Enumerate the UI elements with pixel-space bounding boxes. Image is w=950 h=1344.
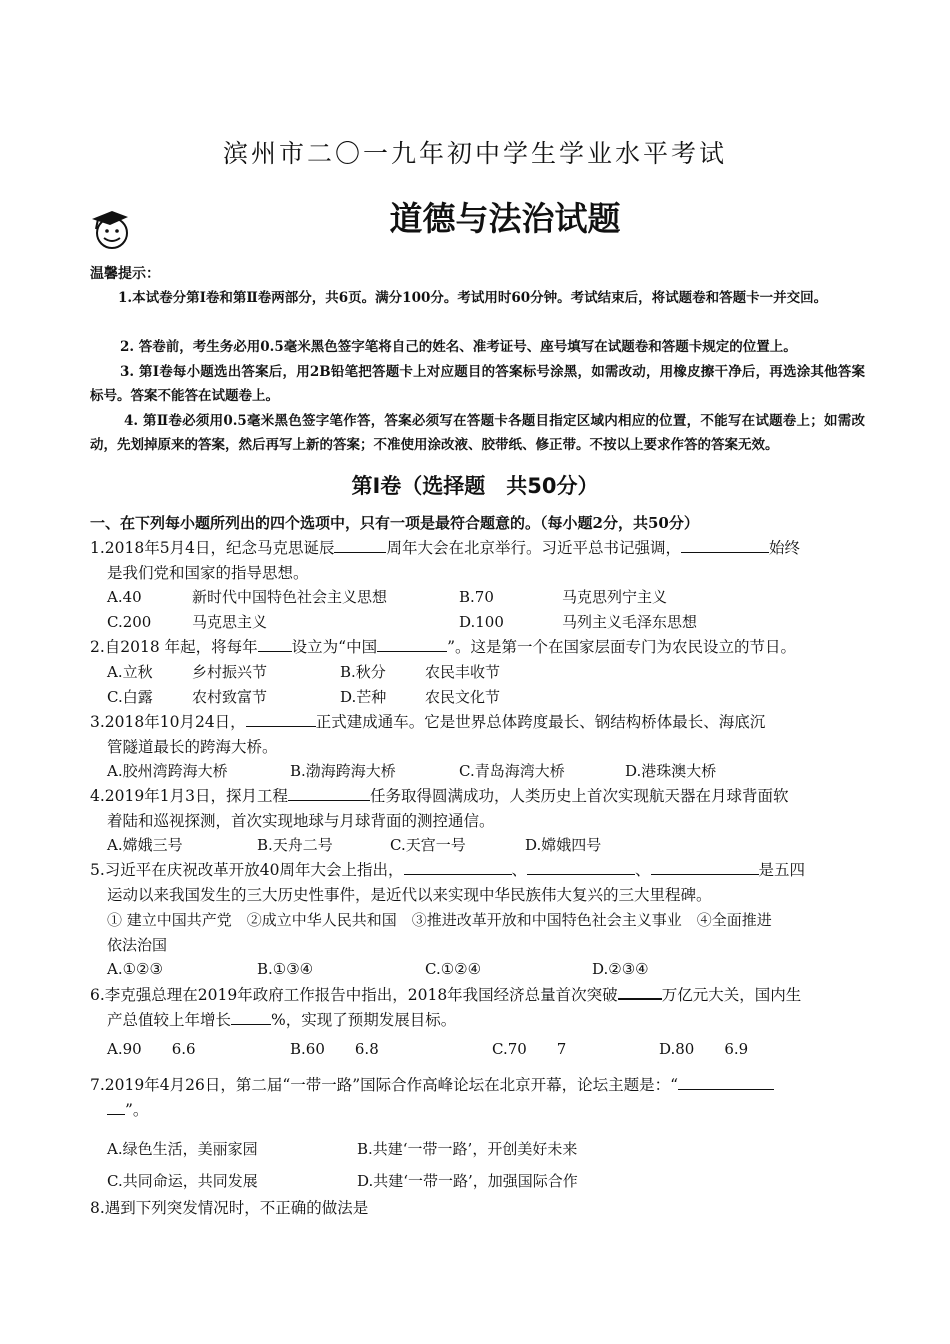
question-5-continuation: 运动以来我国发生的三大历史性事件，是近代以来实现中华民族伟大复兴的三大里程碑。 (107, 886, 712, 904)
question-3-continuation: 管隧道最长的跨海大桥。 (107, 738, 278, 756)
answer-blank (651, 858, 759, 875)
question-2-options-row-1 (107, 660, 867, 685)
answer-blank (681, 536, 769, 553)
question-5-separator-2: 、 (635, 861, 651, 879)
answer-blank (334, 536, 386, 553)
option-a: A.嫦娥三号 (107, 836, 183, 854)
question-1 (90, 536, 860, 586)
option-b-text: 马克思列宁主义 (562, 588, 668, 606)
option-c: C.天宫一号 (390, 836, 466, 854)
section-instruction: 一、在下列每小题所列出的四个选项中，只有一项是最符合题意的。（每小题2分，共50分） (90, 514, 699, 532)
exam-title: 滨州市二〇一九年初中学生学业水平考试 (222, 139, 727, 168)
question-3-text-b: 正式建成通车。它是世界总体跨度最长、钢结构桥体最长、海底沉 (315, 713, 766, 731)
question-5-text-a: 5.习近平在庆祝改革开放40周年大会上指出， (90, 861, 404, 879)
tip-4: 4. 第Ⅱ卷必须用0.5毫米黑色签字笔作答，答案必须写在答题卡各题目指定区域内相应的位置，不能写在试题卷上；如需改动，先划掉原来的答案，然后再写上新的答案；不准使用涂改液、胶带纸、修正带。不按以上要求作答的答案无效。 (90, 413, 865, 453)
question-4-text-b: 任务取得圆满成功，人类历史上首次实现航天器在月球背面软 (369, 787, 789, 805)
question-7-continuation: ”。 (125, 1101, 149, 1119)
question-1-continuation: 是我们党和国家的指导思想。 (107, 564, 309, 582)
question-2-text-b: 设立为“中国 (291, 638, 378, 656)
question-6-continuation-a: 产总值较上年增长 (107, 1011, 232, 1029)
question-5-statements-line-1: ① 建立中国共产党 ②成立中华人民共和国 ③推进改革开放和中国特色社会主义事业 ④全面推进 (107, 911, 772, 929)
subject-title: 道德与法治试题 (389, 199, 621, 238)
question-2-options-row-2 (107, 685, 867, 710)
question-7-options-row-1 (107, 1137, 867, 1162)
option-d: D.100 (459, 613, 504, 631)
option-d-text: 农民文化节 (425, 688, 501, 706)
question-6 (90, 982, 860, 1033)
option-d: D.80 6.9 (659, 1040, 749, 1058)
option-d: D.共建‘一带一路’，加强国际合作 (357, 1172, 578, 1190)
question-3-options (107, 759, 867, 784)
question-5-separator-1: 、 (511, 861, 528, 879)
question-6-continuation-b: %，实现了预期发展目标。 (271, 1011, 457, 1029)
question-4 (90, 784, 860, 834)
question-7-options-row-2 (107, 1169, 867, 1194)
option-c: C.共同命运，共同发展 (107, 1172, 258, 1190)
tip-3: 3. 第Ⅰ卷每小题选出答案后，用2B铅笔把答题卡上对应题目的答案标号涂黑，如需改动，用橡皮擦干净后，再选涂其他答案标号。答案不能答在试题卷上。 (90, 364, 865, 404)
option-d: D.②③④ (592, 960, 649, 978)
answer-blank (618, 982, 662, 1000)
option-a-text: 新时代中国特色社会主义思想 (192, 588, 388, 606)
option-d-text: 马列主义毛泽东思想 (562, 613, 698, 631)
option-b: B.70 (459, 588, 494, 606)
question-8 (90, 1196, 860, 1221)
option-c: C.①②④ (425, 960, 482, 978)
tip-2: 2. 答卷前，考生务必用0.5毫米黑色签字笔将自己的姓名、准考证号、座号填写在试题卷和答题卡规定的位置上。 (120, 339, 797, 355)
option-a: A.绿色生活，美丽家园 (107, 1140, 258, 1158)
question-6-text-a: 6.李克强总理在2019年政府工作报告中指出，2018年我国经济总量首次突破 (90, 986, 618, 1004)
question-4-continuation: 着陆和巡视探测，首次实现地球与月球背面的测控通信。 (107, 812, 495, 830)
question-5-statements-line-2: 依法治国 (107, 936, 168, 954)
question-1-options-row-2 (107, 610, 867, 635)
question-1-text-a: 1.2018年5月4日，纪念马克思诞辰 (90, 539, 335, 557)
option-a: A.胶州湾跨海大桥 (107, 762, 228, 780)
option-c: C.70 7 (492, 1040, 567, 1058)
option-c-text: 马克思主义 (192, 613, 268, 631)
question-2-text-a: 2.自2018 年起，将每年 (90, 638, 258, 656)
question-4-options (107, 833, 867, 858)
answer-blank (678, 1073, 774, 1090)
option-b: B.共建‘一带一路’，开创美好未来 (357, 1140, 578, 1158)
question-7-text: 7.2019年4月26日，第二届“一带一路”国际合作高峰论坛在北京开幕，论坛主题是：“ (90, 1076, 679, 1094)
question-5-options (107, 957, 867, 982)
option-a: A.40 (107, 588, 142, 606)
answer-blank (527, 858, 635, 875)
option-b: B.渤海跨海大桥 (290, 762, 396, 780)
answer-blank (246, 710, 316, 727)
answer-blank (404, 858, 512, 875)
question-7 (90, 1073, 860, 1123)
question-8-text: 8.遇到下列突发情况时，不正确的做法是 (90, 1199, 369, 1217)
question-1-text-b: 周年大会在北京举行。习近平总书记强调， (386, 539, 681, 557)
option-d: D.芒种 (340, 688, 387, 706)
section-title: 第Ⅰ卷（选择题 共50分） (351, 474, 599, 498)
question-2 (90, 635, 860, 660)
answer-blank (107, 1098, 125, 1115)
answer-blank (377, 635, 447, 652)
question-6-options (107, 1037, 867, 1062)
question-5-statements (107, 908, 867, 958)
option-c: C.青岛海湾大桥 (459, 762, 565, 780)
option-b-text: 农民丰收节 (425, 663, 501, 681)
question-3 (90, 710, 860, 760)
option-c: C.200 (107, 613, 152, 631)
question-5 (90, 858, 860, 908)
option-c: C.白露 (107, 688, 153, 706)
option-d: D.港珠澳大桥 (625, 762, 717, 780)
answer-blank (258, 635, 292, 652)
tips-heading: 温馨提示： (90, 266, 160, 282)
question-1-text-c: 始终 (768, 539, 800, 557)
answer-blank (231, 1008, 271, 1025)
tip-1: 1.本试卷分第Ⅰ卷和第Ⅱ卷两部分，共6页。满分100分。考试用时60分钟。考试结束后，将试题卷和答题卡一并交回。 (118, 290, 828, 306)
option-b: B.①③④ (257, 960, 314, 978)
option-b: B.秋分 (340, 663, 386, 681)
option-a: A.90 6.6 (107, 1040, 196, 1058)
option-a-text: 乡村振兴节 (192, 663, 268, 681)
option-d: D.嫦娥四号 (525, 836, 602, 854)
question-2-text-c: ”。这是第一个在国家层面专门为农民设立的节日。 (447, 638, 797, 656)
question-1-options-row-1 (107, 585, 867, 610)
option-b: B.60 6.8 (290, 1040, 379, 1058)
question-3-text-a: 3.2018年10月24日， (90, 713, 246, 731)
option-a: A.立秋 (107, 663, 153, 681)
question-6-text-b: 万亿元大关，国内生 (661, 986, 802, 1004)
question-5-text-b: 是五四 (758, 861, 806, 879)
question-4-text-a: 4.2019年1月3日，探月工程 (90, 787, 288, 805)
option-c-text: 农村致富节 (192, 688, 268, 706)
option-a: A.①②③ (107, 960, 163, 978)
answer-blank (288, 784, 370, 801)
option-b: B.天舟二号 (257, 836, 333, 854)
